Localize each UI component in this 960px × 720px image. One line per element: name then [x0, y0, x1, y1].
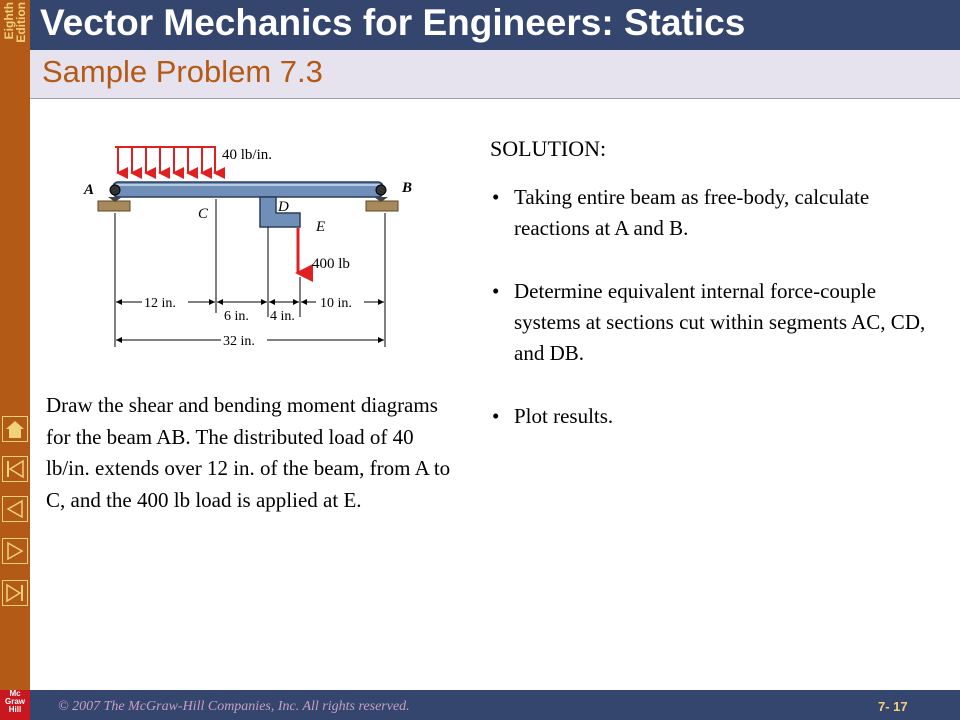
- footer-bar: [30, 690, 960, 720]
- pin-b: [376, 185, 386, 195]
- next-slide-icon[interactable]: [2, 538, 28, 564]
- dim-10-in: 10 in.: [320, 296, 352, 311]
- logo-line-2: Graw: [4, 697, 25, 706]
- pin-a: [110, 185, 120, 195]
- publisher-logo: [0, 690, 30, 720]
- previous-slide-icon[interactable]: [2, 496, 28, 522]
- label-d: D: [278, 199, 289, 215]
- label-b: B: [402, 180, 413, 196]
- slide-title-bar: [30, 50, 960, 99]
- page-number: 7- 17: [878, 699, 908, 714]
- left-sidebar: [0, 0, 30, 720]
- beam-diagram: [80, 135, 420, 360]
- home-icon[interactable]: [2, 416, 28, 442]
- label-e: E: [316, 219, 326, 235]
- solution-step: • Determine equivalent internal force-couple systems at sections cut within segments AC, CD, and DB.: [490, 276, 930, 369]
- label-c: C: [198, 206, 209, 222]
- support-b: [366, 201, 398, 211]
- book-title: Vector Mechanics for Engineers: Statics: [40, 2, 746, 43]
- edition-line-2: Edition: [14, 2, 28, 43]
- label-a: A: [84, 182, 95, 198]
- edition-label: [0, 0, 30, 90]
- dim-6-in: 6 in.: [224, 309, 249, 324]
- first-slide-icon[interactable]: [2, 456, 28, 482]
- dim-4-in: 4 in.: [270, 309, 295, 324]
- title-bar: [30, 0, 960, 50]
- logo-line-3: Hill: [8, 705, 22, 714]
- distributed-load: [115, 147, 216, 173]
- solution-step: • Taking entire beam as free-body, calculate reactions at A and B.: [490, 182, 930, 244]
- solution-steps: [490, 182, 930, 464]
- support-a: [98, 201, 130, 211]
- problem-statement: Draw the shear and bending moment diagrams for the beam AB. The distributed load of 40 lb/in. extends over 12 in. of the beam, from A to C, and the 400 lb load is applied at E.: [46, 393, 451, 512]
- logo-line-1: Mc: [9, 689, 21, 698]
- edition-line-1: Eighth: [2, 2, 16, 40]
- copyright-notice: © 2007 The McGraw-Hill Companies, Inc. All rights reserved.: [58, 699, 410, 714]
- dim-32-in: 32 in.: [223, 334, 255, 349]
- solution-step: • Plot results.: [490, 401, 930, 432]
- distributed-load-label: 40 lb/in.: [222, 147, 273, 163]
- last-slide-icon[interactable]: [2, 580, 28, 606]
- slide-title: Sample Problem 7.3: [42, 54, 323, 89]
- dim-12-in: 12 in.: [144, 296, 176, 311]
- point-load-label: 400 lb: [312, 256, 350, 272]
- solution-heading: SOLUTION:: [490, 136, 607, 161]
